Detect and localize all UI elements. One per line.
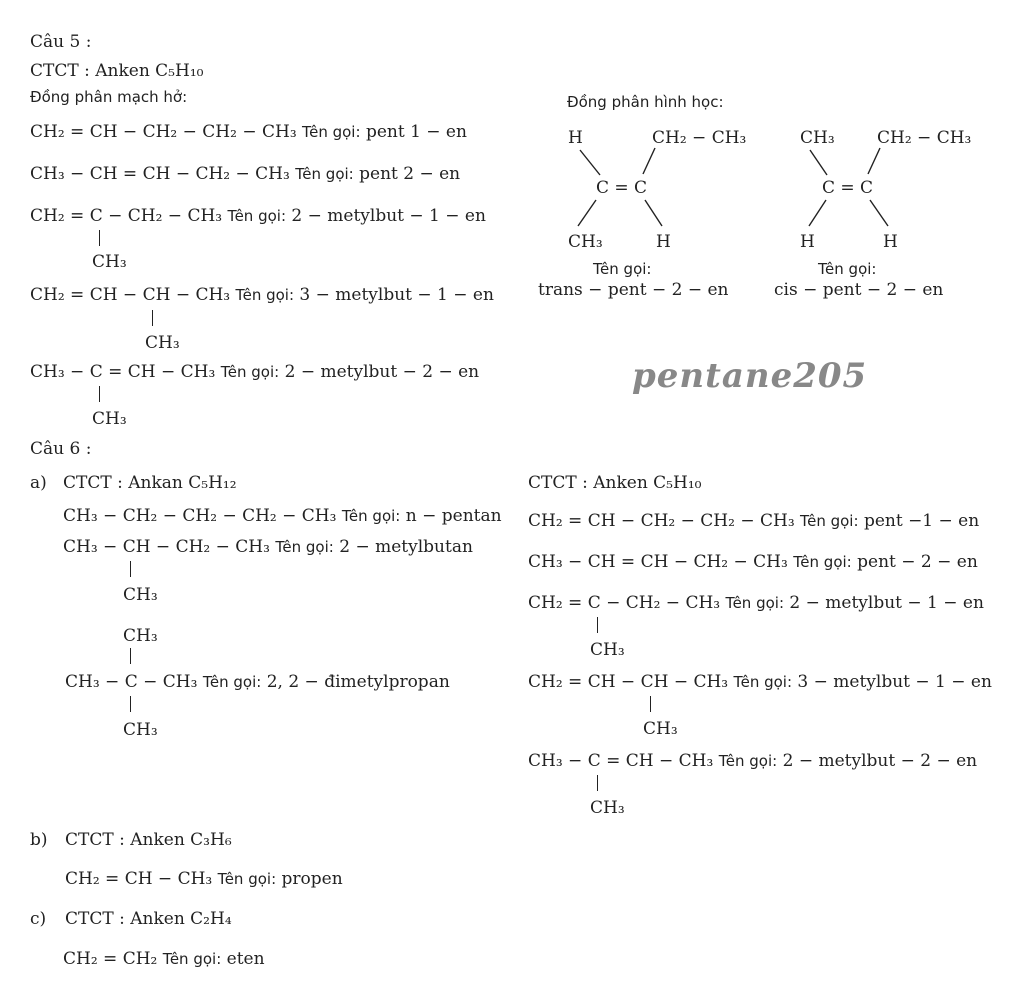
- trans-top-right: CH₂ − CH₃: [652, 128, 747, 148]
- cis-name: cis − pent − 2 − en: [774, 280, 944, 300]
- q6c-label: c): [30, 909, 47, 929]
- q6r-formula-5: CH₃ − C = CH − CH₃ Tên gọi: 2 − metylbut − 2 − en: [528, 751, 978, 771]
- cis-top-left: CH₃: [800, 128, 835, 148]
- trans-top-left: H: [568, 128, 583, 148]
- q6a-formula-2: CH₃ − CH − CH₂ − CH₃ Tên gọi: 2 − metylbutan: [63, 537, 473, 557]
- q6a-label: a): [30, 473, 47, 493]
- cis-top-right: CH₂ − CH₃: [877, 128, 972, 148]
- bond-line: [597, 775, 598, 791]
- cis-bottom-right: H: [883, 232, 898, 252]
- q6b-formula: CH₂ = CH − CH₃ Tên gọi: propen: [65, 869, 343, 889]
- bond-line: [130, 696, 131, 712]
- q6c-formula: CH₂ = CH₂ Tên gọi: eten: [63, 949, 265, 969]
- trans-bottom-right: H: [656, 232, 671, 252]
- q6-right-ctct: CTCT : Anken C₅H₁₀: [528, 473, 702, 493]
- bond-line: [130, 648, 131, 664]
- q6c-ctct: CTCT : Anken C₂H₄: [65, 909, 232, 929]
- watermark: pentane205: [632, 356, 868, 396]
- cis-tengoi: Tên gọi:: [818, 260, 877, 278]
- q5-formula-1: CH₂ = CH − CH₂ − CH₂ − CH₃ Tên gọi: pent 1 − en: [30, 122, 467, 142]
- q5-formula-3: CH₂ = C − CH₂ − CH₃ Tên gọi: 2 − metylbut − 1 − en: [30, 206, 486, 226]
- bond-line: [130, 561, 131, 577]
- cis-bottom-left: H: [800, 232, 815, 252]
- q5-branch-4: CH₃: [145, 333, 180, 353]
- q6r-formula-1: CH₂ = CH − CH₂ − CH₂ − CH₃ Tên gọi: pent −1 − en: [528, 511, 980, 531]
- q6a-ctct: CTCT : Ankan C₅H₁₂: [63, 473, 237, 493]
- trans-tengoi: Tên gọi:: [593, 260, 652, 278]
- q6a-branch-3: CH₃: [123, 720, 158, 740]
- q5-formula-4: CH₂ = CH − CH − CH₃ Tên gọi: 3 − metylbut − 1 − en: [30, 285, 494, 305]
- trans-name: trans − pent − 2 − en: [538, 280, 729, 300]
- q5-open-chain-label: Đồng phân mạch hở:: [30, 88, 188, 106]
- q6r-branch-4: CH₃: [643, 719, 678, 739]
- q6a-formula-3: CH₃ − C − CH₃ Tên gọi: 2, 2 − đimetylpropan: [65, 672, 450, 692]
- q6b-label: b): [30, 830, 48, 850]
- q5-title: Câu 5 :: [30, 32, 92, 52]
- q6-title: Câu 6 :: [30, 439, 92, 459]
- bond-line: [597, 617, 598, 633]
- q6r-branch-5: CH₃: [590, 798, 625, 818]
- q5-geo-label: Đồng phân hình học:: [567, 93, 724, 111]
- cis-center: C = C: [822, 178, 874, 198]
- q5-formula-2: CH₃ − CH = CH − CH₂ − CH₃ Tên gọi: pent 2 − en: [30, 164, 461, 184]
- q6a-formula-1: CH₃ − CH₂ − CH₂ − CH₂ − CH₃ Tên gọi: n − pentan: [63, 506, 502, 526]
- trans-center: C = C: [596, 178, 648, 198]
- q6r-branch-3: CH₃: [590, 640, 625, 660]
- q5-branch-3: CH₃: [92, 252, 127, 272]
- q6a-top-3: CH₃: [123, 626, 158, 646]
- bond-line: [650, 696, 651, 712]
- q6b-ctct: CTCT : Anken C₃H₆: [65, 830, 232, 850]
- q6r-formula-2: CH₃ − CH = CH − CH₂ − CH₃ Tên gọi: pent − 2 − en: [528, 552, 978, 572]
- q5-formula-5: CH₃ − C = CH − CH₃ Tên gọi: 2 − metylbut − 2 − en: [30, 362, 480, 382]
- q6r-formula-4: CH₂ = CH − CH − CH₃ Tên gọi: 3 − metylbut − 1 − en: [528, 672, 992, 692]
- q6a-branch-2: CH₃: [123, 585, 158, 605]
- q5-ctct: CTCT : Anken C₅H₁₀: [30, 61, 204, 81]
- trans-bottom-left: CH₃: [568, 232, 603, 252]
- q6r-formula-3: CH₂ = C − CH₂ − CH₃ Tên gọi: 2 − metylbut − 1 − en: [528, 593, 984, 613]
- q5-branch-5: CH₃: [92, 409, 127, 429]
